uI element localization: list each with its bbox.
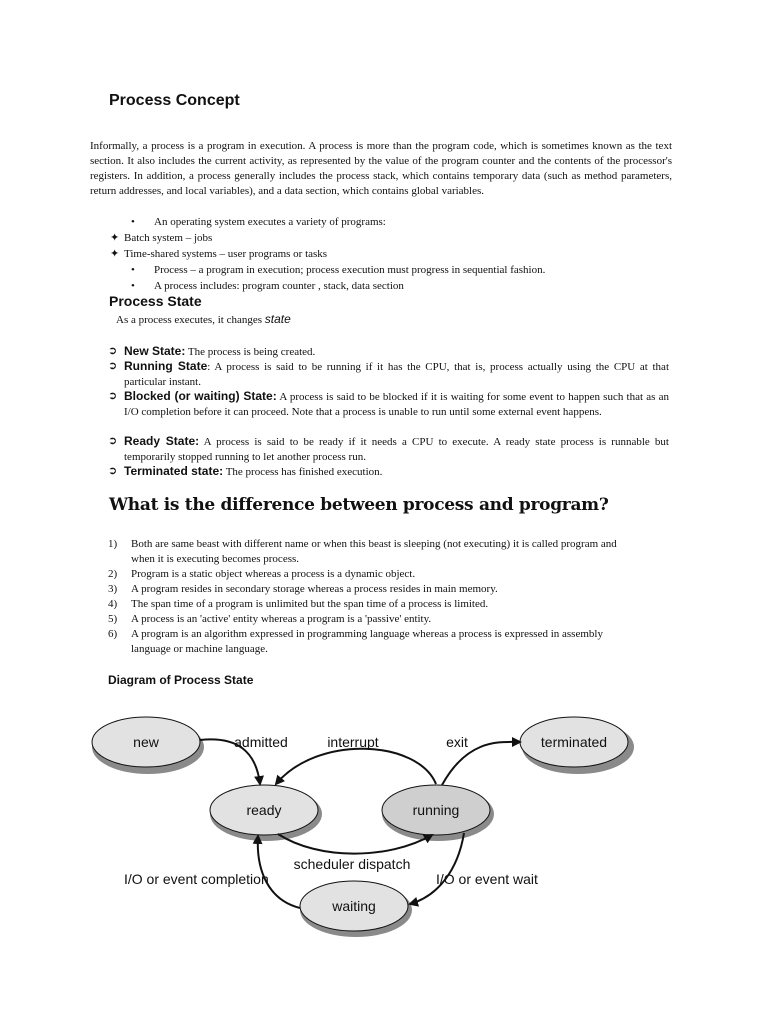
state-emphasis: state — [264, 312, 291, 326]
arrow-icon: ➲ — [108, 390, 118, 402]
difference-heading: What is the difference between process and program? — [109, 495, 609, 515]
scheduler-dispatch-label: scheduler dispatch — [293, 856, 411, 872]
arrow-icon: ➲ — [108, 345, 118, 357]
arrow-icon: ➲ — [108, 360, 118, 372]
bullet-icon: • — [131, 264, 135, 276]
intro-paragraph: Informally, a process is a program in execution. A process is more than the program code, which is sometimes known as the text section. It also includes the current activity, as represented by the value of the program counter and the contents of the processor's registers. In addition, a process generally includes the process stack, which contains temporary data (such as method parameters, return addresses, and local variables), and a data section, which contains global variables. — [90, 140, 672, 197]
io-event-wait-label: I/O or event wait — [436, 871, 538, 887]
list-item: 4) The span time of a program is unlimited but the span time of a process is limited. — [108, 598, 489, 610]
arrow-icon: ➲ — [108, 465, 118, 477]
process-state-intro: As a process executes, it changes state — [116, 312, 291, 326]
state-blocked: ➲ Blocked (or waiting) State: A process is said to be blocked if it is waiting for some event to happen such that as an I/O completion before it can proceed. Note that a process is unable to run until some external event happens. — [108, 389, 669, 418]
running-state-label: running — [412, 802, 460, 818]
waiting-state-label: waiting — [332, 898, 376, 914]
bullet-icon: • — [131, 216, 135, 228]
state-terminated: ➲ Terminated state: The process has finished execution. — [108, 464, 383, 478]
interrupt-arrow — [276, 749, 436, 784]
io-event-completion-label: I/O or event completion — [124, 871, 269, 887]
interrupt-label: interrupt — [327, 734, 379, 750]
list-item: 1) Both are same beast with different name or when this beast is sleeping (not executing) it is called program and when it is executing becomes process. — [108, 538, 617, 565]
ready-state-label: ready — [246, 802, 282, 818]
diagram-title: Diagram of Process State — [108, 673, 254, 687]
new-state-label: new — [133, 734, 159, 750]
process-state-heading: Process State — [109, 293, 202, 309]
admitted-label: admitted — [234, 734, 288, 750]
exit-label: exit — [446, 734, 468, 750]
bullet-icon: • — [131, 280, 135, 292]
star-bullet-icon: ✦ — [110, 248, 120, 260]
page-title: Process Concept — [109, 92, 240, 109]
terminated-state-label: terminated — [540, 734, 608, 750]
io-event-wait-arrow — [410, 833, 464, 904]
process-state-diagram — [88, 700, 638, 945]
arrow-icon: ➲ — [108, 435, 118, 447]
state-ready: ➲ Ready State: A process is said to be ready if it needs a CPU to execute. A ready state process is runnable but temporarily stopped running to let another process run. — [108, 434, 669, 463]
list-item: 2) Program is a static object whereas a process is a dynamic object. — [108, 568, 416, 580]
list-item: 6) A program is an algorithm expressed in programming language whereas a process is expressed in assembly language or machine language. — [108, 628, 603, 655]
list-item: 5) A process is an 'active' entity whereas a program is a 'passive' entity. — [108, 613, 432, 625]
state-new: ➲ New State: The process is being created. — [108, 344, 316, 358]
star-bullet-icon: ✦ — [110, 232, 120, 244]
list-item: 3) A program resides in secondary storage whereas a process resides in main memory. — [108, 583, 498, 595]
state-running: ➲ Running State: A process is said to be running if it has the CPU, that is, process actually using the CPU at that particular instant. — [108, 359, 669, 388]
